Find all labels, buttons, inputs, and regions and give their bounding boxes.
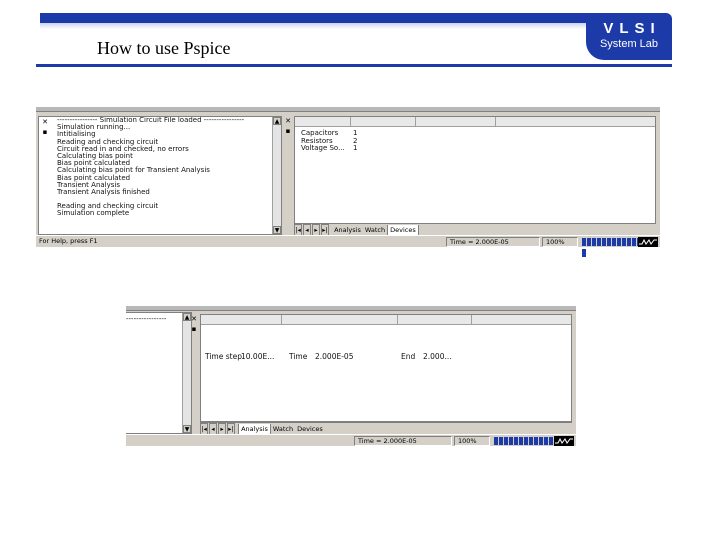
tab-devices[interactable]: Devices [387, 225, 419, 236]
status-help-text [126, 436, 352, 446]
log-line: Transient Analysis finished [57, 188, 150, 197]
close-icon[interactable]: ✕ [42, 118, 48, 126]
vlsi-logo [586, 14, 672, 60]
log-line: Reading and checking circuit [57, 137, 159, 146]
status-time: Time = 2.000E-05 [354, 436, 452, 446]
analysis-column-header [201, 315, 571, 325]
arrow-down-icon[interactable]: ▼ [184, 426, 190, 433]
pin-icon[interactable]: ▪ [191, 325, 197, 333]
monitor-tab-row [200, 422, 572, 433]
header-top-bar [40, 13, 672, 23]
tab-watch[interactable]: Watch [364, 226, 386, 234]
log-line: Simulation complete [57, 209, 130, 218]
end-value: 2.000... [423, 352, 452, 361]
log-line: Bias point calculated [57, 173, 131, 182]
tab-prev-icon[interactable]: ◂ [209, 423, 217, 435]
log-line: Intitialising [57, 130, 96, 139]
header-bottom-bar [36, 64, 672, 67]
log-line: Transient Analysis [57, 180, 120, 189]
tab-watch[interactable]: Watch [272, 425, 294, 433]
log-scrollbar[interactable] [272, 117, 281, 234]
waveform-icon [638, 237, 658, 247]
tab-analysis[interactable]: Analysis [334, 226, 361, 234]
log-line: Simulation running... [57, 123, 131, 132]
output-log-pane[interactable] [38, 116, 282, 235]
slide-title: How to use Pspice [97, 38, 231, 58]
arrow-down-icon[interactable]: ▼ [274, 227, 280, 234]
device-row[interactable]: Voltage So... 1 [301, 144, 358, 152]
waveform-icon [554, 436, 574, 446]
time-step-label: Time step [205, 352, 242, 361]
output-log-pane[interactable] [126, 312, 192, 434]
window-top-strip [36, 107, 660, 112]
window-top-strip [126, 306, 576, 311]
pspice-output-window [36, 107, 660, 247]
pin-icon[interactable]: ▪ [42, 128, 48, 136]
time-step-value: 10.00E... [241, 352, 275, 361]
monitor-column-header [295, 117, 655, 127]
logo-title: VLSI [603, 20, 661, 37]
device-list [301, 130, 357, 153]
devices-monitor-pane[interactable] [294, 116, 656, 224]
status-bar [126, 434, 576, 446]
status-time: Time = 2.000E-05 [446, 237, 540, 247]
tab-last-icon[interactable]: ▸| [228, 425, 234, 433]
arrow-up-icon[interactable]: ▲ [184, 314, 190, 321]
pspice-analysis-window [126, 306, 576, 446]
device-row[interactable]: Capacitors 1 [301, 129, 358, 137]
close-icon[interactable]: ✕ [191, 315, 197, 323]
device-row[interactable]: Resistors 2 [301, 136, 358, 145]
status-percent: 100% [542, 237, 578, 247]
output-log [57, 117, 244, 218]
log-line: ---------------- [126, 315, 167, 323]
tab-next-icon[interactable]: ▸ [312, 224, 320, 236]
status-bar [36, 235, 660, 247]
analysis-pane[interactable] [200, 314, 572, 422]
tab-prev-icon[interactable]: ◂ [303, 224, 311, 236]
log-line: Circuit read in and checked, no errors [57, 144, 189, 153]
log-line: ---------------- Simulation Circuit File loaded ---------------- [57, 116, 245, 124]
log-line: Bias point calculated [57, 159, 131, 168]
close-icon[interactable]: ✕ [285, 117, 291, 125]
logo-subtitle: System Lab [599, 38, 659, 50]
tab-devices[interactable]: Devices [297, 425, 323, 433]
status-help-text: For Help, press F1 [39, 237, 98, 245]
log-line: Reading and checking circuit [57, 202, 159, 211]
analysis-values [205, 352, 452, 361]
arrow-up-icon[interactable]: ▲ [274, 118, 280, 125]
progress-bar [494, 437, 559, 445]
tab-last-icon[interactable]: ▸| [322, 226, 328, 234]
monitor-tab-row [294, 223, 656, 234]
tab-analysis[interactable]: Analysis [238, 424, 271, 435]
status-percent: 100% [454, 436, 490, 446]
tab-next-icon[interactable]: ▸ [218, 423, 226, 435]
time-label: Time [289, 352, 308, 361]
pin-icon[interactable]: ▪ [285, 127, 291, 135]
tab-first-icon[interactable]: |◂ [201, 425, 207, 433]
time-value: 2.000E-05 [315, 352, 354, 361]
tab-first-icon[interactable]: |◂ [295, 226, 301, 234]
end-label: End [401, 352, 416, 361]
log-line: Calculating bias point for Transient Analysis [57, 166, 210, 175]
log-line: Calculating bias point [57, 152, 133, 161]
header-shade [40, 23, 600, 29]
